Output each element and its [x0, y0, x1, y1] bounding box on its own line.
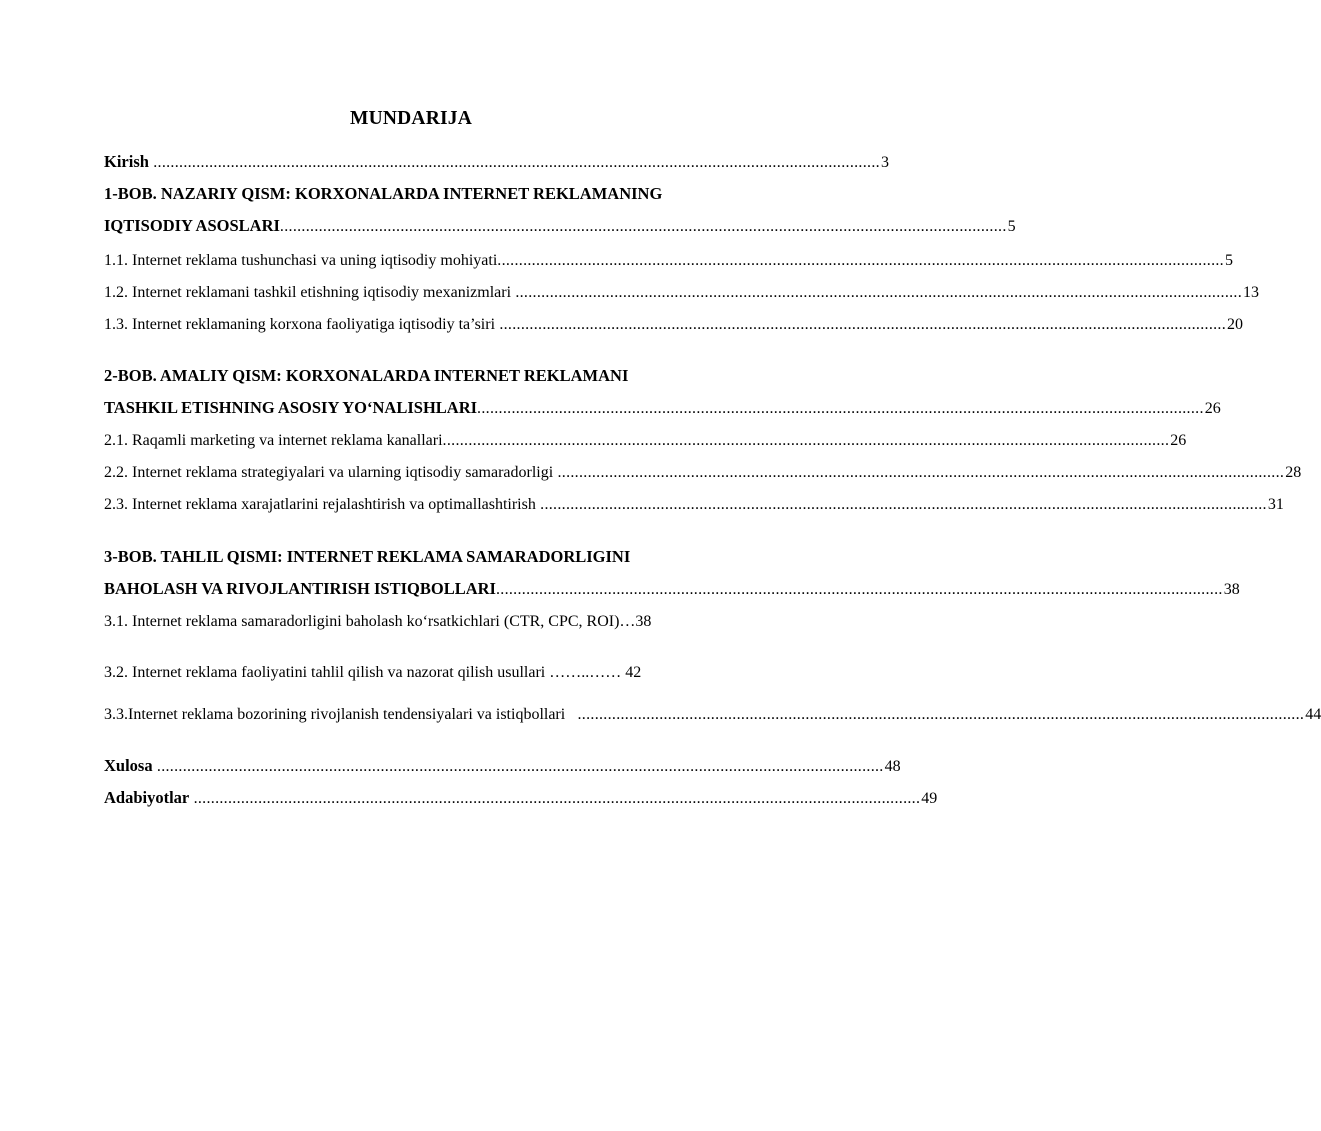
toc-leader-dots: .........................................................................................................................................................................	[442, 432, 1170, 449]
page-title: MUNDARIJA	[349, 108, 473, 129]
toc-page-number: 38	[1223, 581, 1240, 598]
toc-entry-1-2	[104, 282, 1260, 304]
toc-page-number: 31	[1267, 496, 1284, 513]
toc-entry-label: 2.3. Internet reklama xarajatlarini rejalashtirish va optimallashtirish	[104, 496, 536, 513]
toc-entry-3-2: 3.2. Internet reklama faoliyatini tahlil qilish va nazorat qilish usullari ……..…… 42	[104, 664, 642, 681]
toc-page-number: 5	[1224, 252, 1233, 269]
toc-leader-dots: .........................................................................................................................................................................	[279, 218, 1007, 235]
toc-entry-label: TASHKIL ETISHNING ASOSIY YO‘NALISHLARI	[104, 398, 478, 417]
toc-entry-2-3	[104, 494, 1284, 516]
toc-entry-label: 2.1. Raqamli marketing va internet reklama kanallari	[104, 432, 443, 449]
toc-entry-label: Kirish	[104, 152, 149, 171]
toc-entry-label: Adabiyotlar	[104, 788, 190, 807]
toc-entry-label: 1.1. Internet reklama tushunchasi va uning iqtisodiy mohiyati	[104, 252, 498, 269]
toc-entry-label: 1.3. Internet reklamaning korxona faoliyatiga iqtisodiy ta’siri	[104, 316, 496, 333]
toc-page-number: 26	[1204, 400, 1221, 417]
toc-entry-2-2	[104, 462, 1302, 484]
toc-page-number: 3	[880, 154, 889, 171]
toc-entry-xulosa	[104, 755, 901, 778]
toc-page-number: 26	[1170, 432, 1187, 449]
toc-entry-1-3	[104, 314, 1244, 336]
toc-page-number: 48	[884, 758, 901, 775]
toc-entry-chapter-1	[104, 215, 1016, 238]
toc-leader-dots: .........................................................................................................................................................................	[477, 400, 1204, 417]
toc-entry-chapter-3	[104, 578, 1240, 601]
toc-leader-dots: .........................................................................................................................................................................	[189, 790, 921, 807]
chapter-heading-line: 3-BOB. TAHLIL QISMI: INTERNET REKLAMA SAMARADORLIGINI	[104, 547, 631, 566]
toc-leader-dots: .........................................................................................................................................................................	[497, 252, 1224, 269]
toc-page-number: 20	[1227, 316, 1244, 333]
toc-entry-label: 3.3.Internet reklama bozorining rivojlanish tendensiyalari va istiqbollari	[104, 706, 574, 723]
toc-entry-label: Xulosa	[104, 756, 153, 775]
toc-entry-label: 1.2. Internet reklamani tashkil etishning iqtisodiy mexanizmlari	[104, 284, 512, 301]
toc-leader-dots: .........................................................................................................................................................................	[495, 581, 1223, 598]
toc-entry-label: IQTISODIY ASOSLARI	[104, 216, 280, 235]
toc-leader-dots: .........................................................................................................................................................................	[553, 464, 1285, 481]
toc-leader-dots: .........................................................................................................................................................................	[573, 706, 1305, 723]
toc-page-number: 49	[921, 790, 938, 807]
toc-leader-dots: .........................................................................................................................................................................	[535, 496, 1267, 513]
toc-leader-dots: .........................................................................................................................................................................	[148, 154, 880, 171]
toc-entry-2-1	[104, 430, 1187, 452]
toc-entry-label: BAHOLASH VA RIVOJLANTIRISH ISTIQBOLLARI	[104, 579, 496, 598]
chapter-heading-line: 1-BOB. NAZARIY QISM: KORXONALARDA INTERNET REKLAMANING	[104, 184, 663, 203]
toc-entry-chapter-2	[104, 397, 1221, 420]
toc-entry-kirish	[104, 151, 889, 174]
toc-page-number: 44	[1305, 706, 1321, 723]
toc-leader-dots: .........................................................................................................................................................................	[511, 284, 1243, 301]
toc-entry-3-3	[104, 704, 1321, 726]
toc-entry-3-1: 3.1. Internet reklama samaradorligini baholash ko‘rsatkichlari (CTR, CPC, ROI)…38	[104, 613, 652, 630]
toc-entry-1-1	[104, 250, 1233, 272]
toc-entry-adabiyotlar	[104, 787, 938, 810]
toc-page-number: 28	[1285, 464, 1302, 481]
chapter-heading-line: 2-BOB. AMALIY QISM: KORXONALARDA INTERNET REKLAMANI	[104, 366, 629, 385]
toc-leader-dots: .........................................................................................................................................................................	[495, 316, 1227, 333]
toc-leader-dots: .........................................................................................................................................................................	[152, 758, 884, 775]
toc-entry-label: 2.2. Internet reklama strategiyalari va ularning iqtisodiy samaradorligi	[104, 464, 554, 481]
toc-page-number: 5	[1007, 218, 1016, 235]
toc-page-number: 13	[1243, 284, 1260, 301]
